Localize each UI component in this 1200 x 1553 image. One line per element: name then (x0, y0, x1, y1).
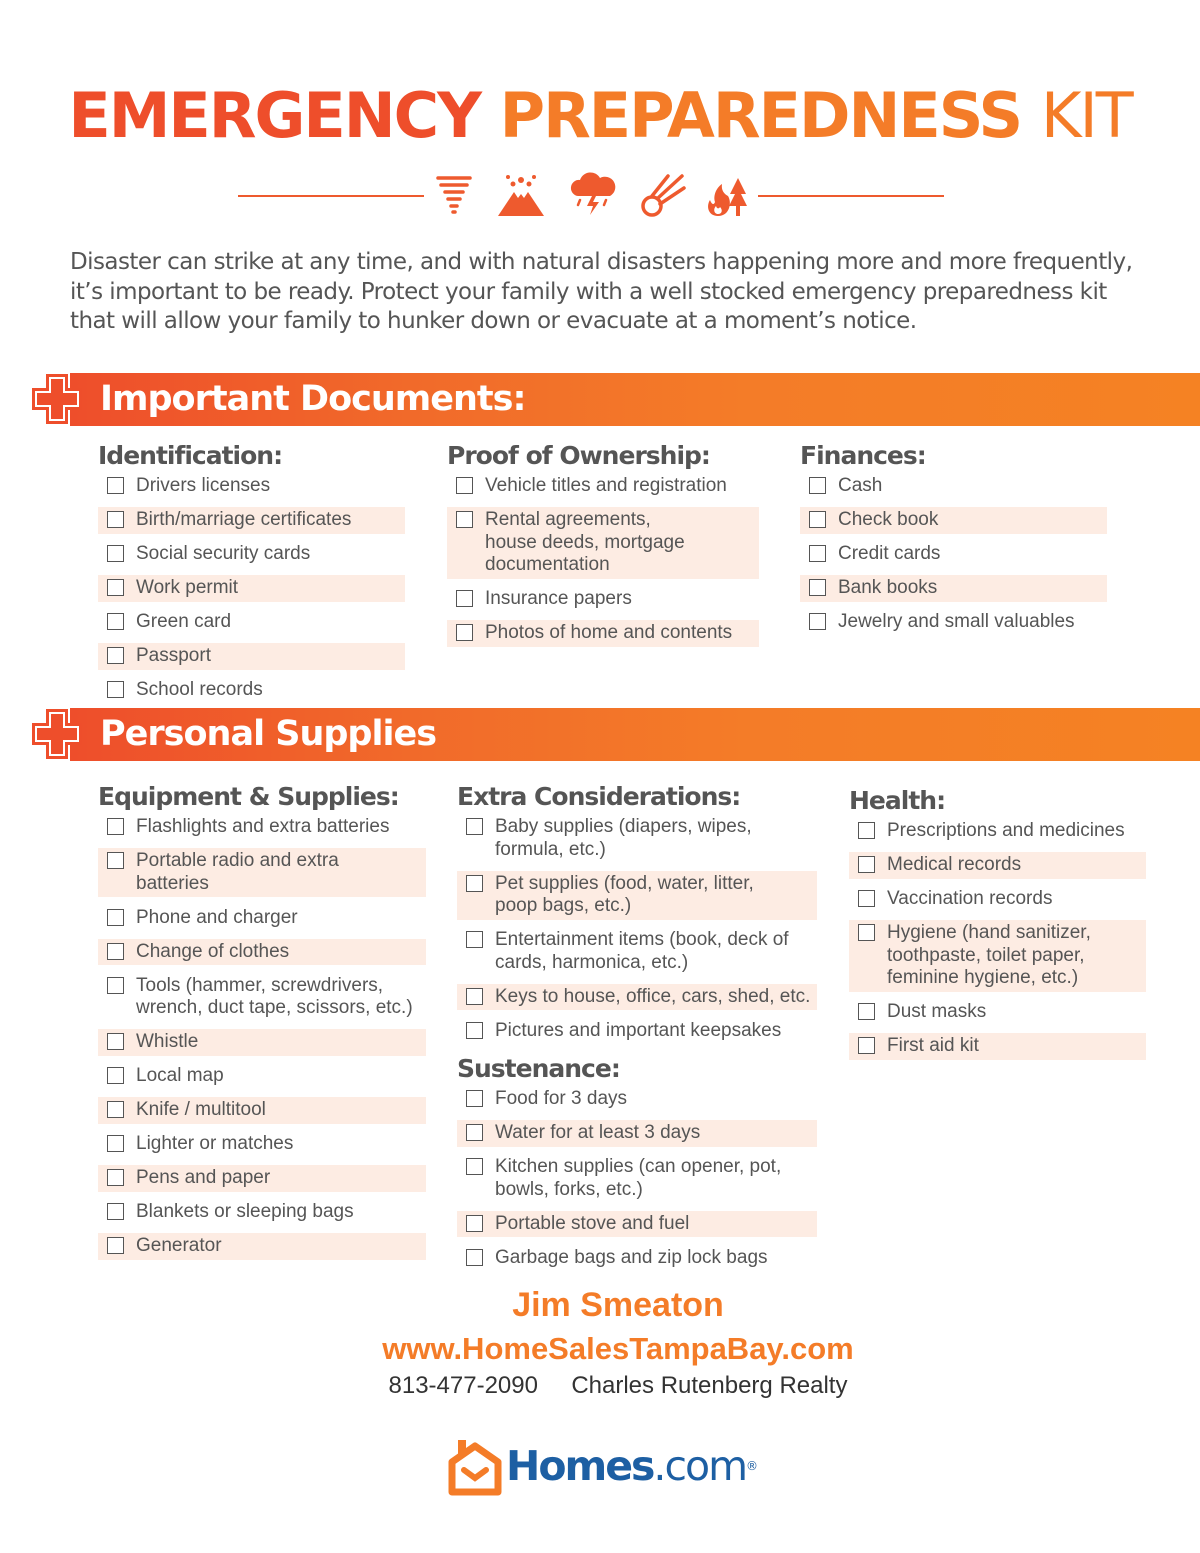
checkbox[interactable] (858, 924, 875, 941)
checkbox[interactable] (107, 1067, 124, 1084)
checklist-item[interactable] (849, 818, 1146, 845)
item-label: Keys to house, office, cars, shed, etc. (495, 985, 811, 1007)
checklist-item[interactable] (457, 1120, 817, 1147)
item-label: Photos of home and contents (485, 622, 733, 643)
logo-wordmark (506, 1438, 756, 1494)
checklist-item[interactable] (98, 1199, 426, 1226)
checklist-item[interactable] (98, 1165, 426, 1192)
item-label: Pictures and important keepsakes (495, 1019, 782, 1041)
checkbox[interactable] (107, 1203, 124, 1220)
checklist-item[interactable] (98, 1063, 426, 1090)
storm-icon (568, 172, 618, 216)
checkbox[interactable] (107, 681, 124, 698)
item-label: Kitchen supplies (can opener, pot, bowls, forks, etc.) (495, 1156, 782, 1200)
divider-left (238, 195, 424, 197)
checkbox[interactable] (107, 1135, 124, 1152)
divider-right (758, 195, 944, 197)
item-label: Baby supplies (diapers, wipes, formula, etc.) (495, 816, 752, 860)
item-label: Passport (136, 645, 211, 666)
heading-ownership: Proof of Ownership: (447, 441, 710, 470)
checkbox[interactable] (466, 1215, 483, 1232)
item-label: Drivers licenses (136, 475, 271, 496)
wildfire-icon (704, 172, 748, 218)
item-label: Rental agreements, house deeds, mortgage documentation (485, 509, 685, 575)
house-logo-icon (448, 1440, 502, 1496)
checklist-item[interactable] (800, 473, 1107, 500)
checklist-item[interactable] (457, 1154, 817, 1203)
checklist-item[interactable] (98, 609, 405, 636)
checklist-item[interactable] (849, 886, 1146, 913)
checklist-item[interactable] (457, 1018, 817, 1045)
item-label: Medical records (887, 854, 1022, 875)
item-label: Prescriptions and medicines (887, 820, 1125, 841)
item-label: Social security cards (136, 543, 311, 564)
checklist-item[interactable] (98, 643, 405, 670)
checklist-item[interactable] (447, 620, 759, 647)
checkbox[interactable] (107, 909, 124, 926)
item-label: Blankets or sleeping bags (136, 1201, 354, 1222)
checkbox[interactable] (858, 822, 875, 839)
disaster-icon-row (238, 170, 944, 224)
item-label: Pens and paper (136, 1167, 271, 1188)
checkbox[interactable] (107, 852, 124, 869)
item-label: Lighter or matches (136, 1133, 294, 1154)
section-title-documents: Important Documents: (100, 379, 526, 419)
section-title-supplies: Personal Supplies (100, 714, 437, 754)
checklist-item[interactable] (800, 609, 1107, 636)
checklist-item[interactable] (457, 1211, 817, 1238)
checklist-item[interactable] (98, 814, 426, 841)
checklist-item[interactable] (849, 1033, 1146, 1060)
heading-equipment: Equipment & Supplies: (98, 782, 399, 811)
checkbox[interactable] (107, 511, 124, 528)
item-label: Credit cards (838, 543, 941, 564)
checklist-item[interactable] (800, 575, 1107, 602)
heading-identification: Identification: (98, 441, 283, 470)
company-name: Charles Rutenberg Realty (571, 1372, 848, 1399)
checkbox[interactable] (858, 1003, 875, 1020)
contact-line (0, 1372, 1200, 1400)
checklist-item[interactable] (447, 473, 759, 500)
logo-homes: Homes (506, 1442, 654, 1490)
checkbox[interactable] (858, 856, 875, 873)
column-equipment (98, 782, 426, 1267)
checkbox[interactable] (809, 613, 826, 630)
item-label: Insurance papers (485, 588, 632, 609)
checklist-item[interactable] (457, 1245, 817, 1272)
title-word-preparedness: PREPAREDNESS (499, 79, 1022, 152)
tornado-icon (434, 172, 474, 216)
item-label: Vehicle titles and registration (485, 475, 727, 496)
checkbox[interactable] (858, 1037, 875, 1054)
disaster-icons (434, 170, 748, 224)
heading-finances: Finances: (800, 441, 926, 470)
checkbox[interactable] (466, 931, 483, 948)
checkbox[interactable] (466, 988, 483, 1005)
heading-sustenance: Sustenance: (457, 1054, 620, 1083)
item-label: Hygiene (hand sanitizer, toothpaste, toilet paper, feminine hygiene, etc.) (887, 922, 1091, 988)
item-label: Jewelry and small valuables (838, 611, 1075, 632)
item-label: Vaccination records (887, 888, 1053, 909)
item-label: Whistle (136, 1031, 199, 1052)
checkbox[interactable] (809, 579, 826, 596)
checklist-item[interactable] (800, 541, 1107, 568)
checkbox[interactable] (456, 590, 473, 607)
checkbox[interactable] (456, 511, 473, 528)
column-finances (800, 441, 1107, 643)
checklist-item[interactable] (457, 871, 817, 920)
checklist-item[interactable] (98, 507, 405, 534)
agent-name: Jim Smeaton (512, 1286, 724, 1324)
checklist-item[interactable] (98, 575, 405, 602)
checkbox[interactable] (107, 1033, 124, 1050)
checkbox[interactable] (456, 477, 473, 494)
checklist-item[interactable] (98, 541, 405, 568)
checkbox[interactable] (466, 1158, 483, 1175)
item-label: Garbage bags and zip lock bags (495, 1246, 768, 1268)
checkbox[interactable] (858, 890, 875, 907)
item-label: Birth/marriage certificates (136, 509, 352, 530)
section-band-documents (70, 373, 1200, 426)
checkbox[interactable] (107, 1169, 124, 1186)
checklist-item[interactable] (98, 473, 405, 500)
checkbox[interactable] (107, 613, 124, 630)
item-label: Portable stove and fuel (495, 1212, 690, 1234)
checklist-item[interactable] (98, 1029, 426, 1056)
checklist-item[interactable] (457, 814, 817, 863)
item-label: Phone and charger (136, 906, 298, 928)
item-label: Cash (838, 475, 883, 496)
intro-paragraph: Disaster can strike at any time, and with natural disasters happening more and more frequently, it’s important to be ready. Protect your family with a well stocked emergency preparedness kit that will allow your family to hunker down or evacuate at a moment’s notice. (70, 249, 1133, 334)
item-label: School records (136, 679, 263, 700)
checkbox[interactable] (107, 647, 124, 664)
column-identification (98, 441, 405, 711)
item-label: Local map (136, 1065, 224, 1086)
volcano-icon (496, 172, 546, 218)
checkbox[interactable] (466, 818, 483, 835)
checkbox[interactable] (456, 624, 473, 641)
item-label: First aid kit (887, 1035, 979, 1056)
checklist-item[interactable] (447, 507, 759, 579)
item-label: Work permit (136, 577, 239, 598)
checkbox[interactable] (466, 1090, 483, 1107)
section-band-supplies (70, 708, 1200, 761)
checkbox[interactable] (809, 545, 826, 562)
website-link[interactable]: www.HomeSalesTampaBay.com (382, 1331, 854, 1366)
item-label: Bank books (838, 577, 938, 598)
checkbox[interactable] (107, 943, 124, 960)
item-label: Entertainment items (book, deck of cards, harmonica, etc.) (495, 929, 789, 973)
item-label: Flashlights and extra batteries (136, 816, 390, 837)
checklist-item[interactable] (98, 1233, 426, 1260)
column-ownership (447, 441, 759, 654)
item-label: Green card (136, 611, 232, 632)
column-extra (457, 782, 817, 1279)
checklist-item[interactable] (800, 507, 1107, 534)
item-label: Pet supplies (food, water, litter, poop bags, etc.) (495, 872, 754, 916)
checkbox[interactable] (466, 1022, 483, 1039)
first-aid-cross-icon (28, 705, 86, 763)
checklist-item[interactable] (447, 586, 759, 613)
checkbox[interactable] (466, 1249, 483, 1266)
checklist-item[interactable] (98, 1131, 426, 1158)
item-label: Generator (136, 1235, 222, 1256)
checklist-item[interactable] (457, 1086, 817, 1113)
item-label: Portable radio and extra batteries (136, 850, 339, 894)
item-label: Knife / multitool (136, 1099, 266, 1120)
title-word-kit: KIT (1040, 79, 1132, 152)
checkbox[interactable] (107, 545, 124, 562)
checklist-item[interactable] (98, 905, 426, 932)
checklist-item[interactable] (457, 927, 817, 976)
phone-number: 813-477-2090 (388, 1372, 538, 1399)
checkbox[interactable] (107, 1237, 124, 1254)
logo-dotcom: .com (653, 1442, 747, 1490)
checklist-item[interactable] (98, 848, 426, 897)
checkbox[interactable] (107, 579, 124, 596)
item-label: Dust masks (887, 1001, 987, 1022)
checkbox[interactable] (107, 1101, 124, 1118)
item-label: Water for at least 3 days (495, 1122, 701, 1143)
checklist-item[interactable] (457, 984, 817, 1011)
logo-registered-mark: ® (746, 1459, 757, 1473)
checkbox[interactable] (466, 1124, 483, 1141)
meteor-icon (640, 172, 686, 218)
checklist-item[interactable] (849, 999, 1146, 1026)
homes-logo (448, 1436, 758, 1498)
checkbox[interactable] (107, 477, 124, 494)
checkbox[interactable] (809, 511, 826, 528)
heading-extra: Extra Considerations: (457, 782, 741, 811)
checklist-item[interactable] (849, 920, 1146, 992)
title-word-emergency: EMERGENCY (68, 79, 481, 152)
item-label: Food for 3 days (495, 1088, 628, 1109)
checkbox[interactable] (107, 818, 124, 835)
checklist-item[interactable] (98, 939, 426, 966)
item-label: Tools (hammer, screwdrivers, wrench, duct tape, scissors, etc.) (136, 974, 413, 1018)
checklist-item[interactable] (98, 1097, 426, 1124)
item-label: Change of clothes (136, 940, 290, 962)
column-health (849, 786, 1146, 1067)
item-label: Check book (838, 509, 939, 530)
checkbox[interactable] (466, 875, 483, 892)
page-title (0, 78, 1200, 154)
checklist-item[interactable] (98, 973, 426, 1022)
checkbox[interactable] (107, 977, 124, 994)
checklist-item[interactable] (98, 677, 405, 704)
checklist-item[interactable] (849, 852, 1146, 879)
first-aid-cross-icon (28, 370, 86, 428)
checkbox[interactable] (809, 477, 826, 494)
heading-health: Health: (849, 786, 946, 815)
